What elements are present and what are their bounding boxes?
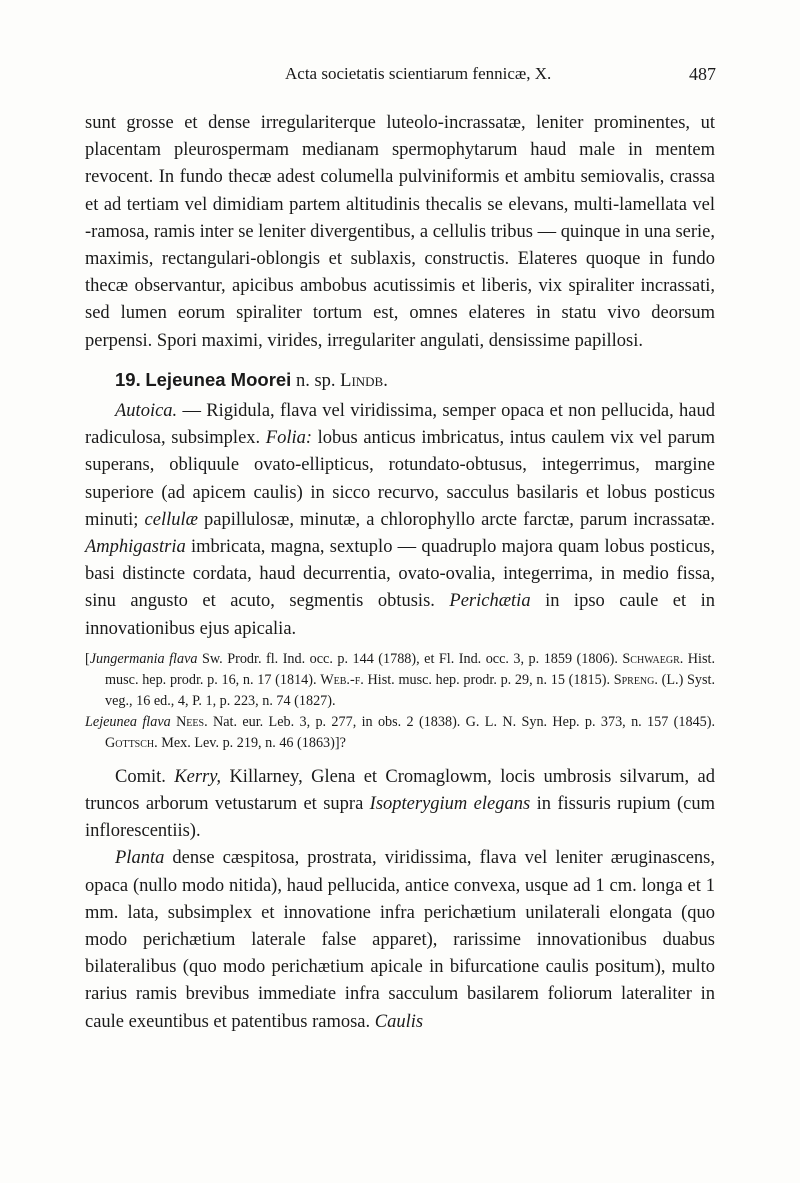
citation-text: Mex. Lev. p. 219, n. 46 (1863)]? (157, 734, 346, 751)
synonym-taxon: Jungermania flava (89, 650, 198, 667)
host-taxon: Isopterygium elegans (369, 794, 531, 815)
synonymy-block (85, 649, 715, 754)
running-title: Acta societatis scientiarum fennicæ, X. (285, 64, 552, 83)
species-note: n. sp. (295, 370, 336, 391)
citation-author: Web.-f. (320, 671, 364, 688)
citation-text: Nat. eur. Leb. 3, p. 277, in obs. 2 (1838). G. L. N. Syn. Hep. p. 373, n. 157 (1845). (207, 713, 716, 730)
description-paragraph (85, 398, 715, 643)
synonymy-entry (85, 649, 715, 712)
description-text: imbricata, magna, sextuplo — quadruplo majora quam lobus posticus, basi distincte cordata, haud decurrentia, ovato-ovalia, integerrima, in medio fissa, sinu angusto et acuto, segmentis obtusis. (85, 537, 715, 612)
citation-text: Hist. musc. hep. prodr. p. 29, n. 15 (1815). (363, 671, 614, 688)
locality-text: Comit. (115, 766, 175, 787)
species-heading (85, 366, 715, 395)
citation-author: Schwaegr. (622, 650, 684, 667)
citation-author: Spreng. (613, 671, 658, 688)
locality-text: Killarney, Glena et Cromaglowm, locis umbrosis silvarum, ad truncos arborum vetustarum et supra (85, 766, 715, 815)
synonymy-entry (85, 712, 715, 754)
citation-author: Nees. (176, 713, 208, 730)
paragraph-continuation: sunt grosse et dense irregulariterque luteolo-incrassatæ, leniter prominentes, ut placentam pleurospermam medianam spermophytarum haud male in mentem revocent. In fundo thecæ adest columella pulviniformis et ambitu semiovalis, crassa et ad tertiam vel dimidiam partem altitudinis thecalis se elevans, multi-lamellata vel -ramosa, ramis inter se leniter divergentibus, a cellulis tribus — quinque in una serie, maximis, rectangulari-oblongis et sublaxis, constructis. Elateres quoque in fundo thecæ observantur, apicibus ambobus acutissimis et liberis, vix spiraliter incrassati, sed lumen eorum spiraliter tortum est, omnes elateres in statu vivo deorsum perpensi. Spori maximi, virides, irregulariter angulati, densissime papillosi. (85, 113, 715, 351)
planta-text: dense cæspitosa, prostrata, viridissima, flava vel leniter æruginascens, opaca (nullo modo nitida), haud pellucida, antice convexa, usque ad 1 cm. longa et 1 mm. lata, subsimplex et innovatione infra perichætium unilaterali elongata (quo modo perichætium laterale false apparet), rarissime innovationibus duabus bilateralibus (quo modo perichætium apicale in bifurcatione caulis positum), multo rarius ramis brevibus immediate infra sacculum basilarem foliorum lateraliter in caule exeuntibus et patentibus ramosa. (85, 848, 715, 1032)
citation-text: Hist. musc. hep. prodr. p. 16, n. 17 (1814). (105, 650, 716, 688)
citation-text: (L.) Syst. veg., 16 ed., 4, P. 1, p. 223, n. 74 (1827). (105, 671, 716, 709)
page-number: 487 (689, 64, 716, 84)
citation-author: Gottsch. (105, 734, 158, 751)
locality-paragraph (85, 764, 715, 846)
county-name: Kerry, (174, 766, 222, 787)
description-text: lobus anticus imbricatus, intus caulem vix vel parum superans, obliquule ovato-ellipticus, rotundato-obtusus, integerrimus, margine superiore (ad apicem caulis) in sicco recurvo, sacculus basilaris et lobus posticus minuti; (85, 428, 715, 530)
species-author: Lindb. (340, 370, 388, 391)
planta-paragraph (85, 845, 715, 1035)
species-name: Lejeunea Moorei (145, 368, 292, 390)
autoica-label: Autoica. (115, 401, 178, 422)
description-text: in ipso caule et in innovationibus ejus apicalia. (85, 591, 715, 639)
description-text: papillulosæ, minutæ, a chlorophyllo arcte farctæ, parum incrassatæ. (197, 509, 715, 530)
planta-label: Planta (115, 848, 165, 869)
body-text (85, 110, 715, 1036)
cellulae-label: cellulæ (144, 509, 198, 530)
caulis-label: Caulis (374, 1011, 424, 1032)
synonym-taxon: Lejeunea flava (85, 713, 171, 730)
description-text: — Rigidula, flava vel viridissima, semper opaca et non pellucida, haud radiculosa, subsimplex. (85, 401, 715, 449)
species-number: 19. (115, 368, 141, 390)
running-head (0, 64, 800, 88)
amphigastria-label: Amphigastria (85, 537, 186, 558)
locality-text: in fissuris rupium (cum inflorescentiis). (85, 794, 715, 842)
perichaetia-label: Perichætia (449, 591, 531, 612)
folia-label: Folia: (265, 428, 313, 449)
bracket: [ (85, 650, 90, 667)
citation-text: Sw. Prodr. fl. Ind. occ. p. 144 (1788), et Fl. Ind. occ. 3, p. 1859 (1806). (197, 650, 623, 667)
